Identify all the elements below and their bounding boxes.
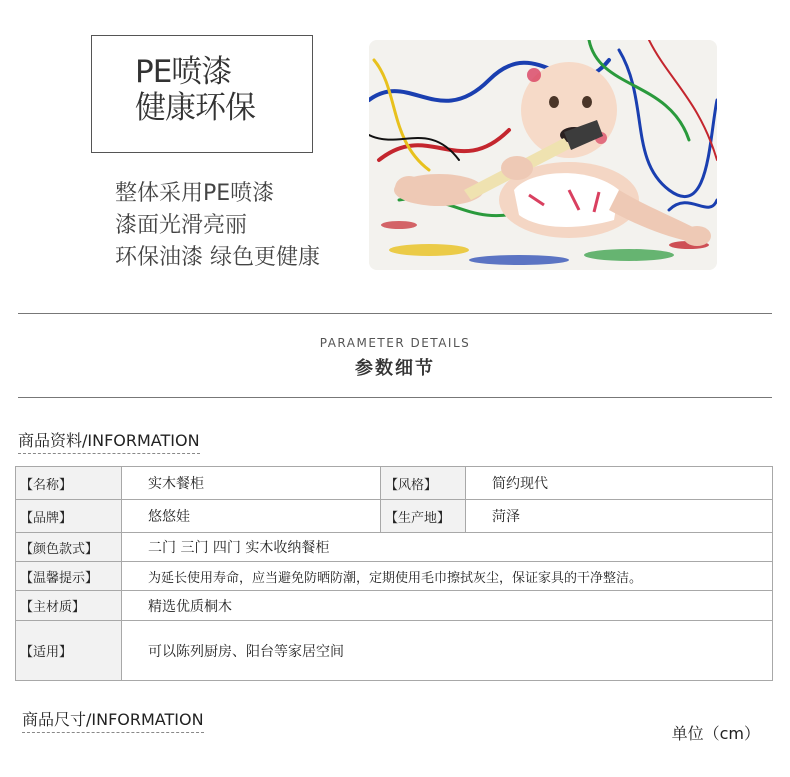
usage-label: 【适用】 [16, 621, 122, 681]
divider-bottom [18, 397, 772, 398]
unit-label: 单位（cm） [671, 724, 760, 743]
feature-line-3: 环保油漆 绿色更健康 [115, 245, 320, 270]
size-section-heading: 商品尺寸/INFORMATION [22, 707, 204, 733]
origin-label: 【生产地】 [381, 500, 466, 533]
baby-paint-photo [369, 40, 717, 270]
color-label: 【颜色款式】 [16, 533, 122, 562]
table-row [16, 621, 773, 681]
photo-illustration [369, 40, 717, 270]
name-label: 【名称】 [16, 467, 122, 500]
style-value: 简约现代 [466, 467, 773, 500]
color-value: 二门 三门 四门 实木收纳餐柜 [122, 533, 773, 562]
parameter-table [15, 466, 773, 681]
hero-title-box [91, 35, 313, 153]
table-row [16, 500, 773, 533]
tip-label: 【温馨提示】 [16, 562, 122, 591]
style-label: 【风格】 [381, 467, 466, 500]
table-row [16, 562, 773, 591]
origin-value: 菏泽 [466, 500, 773, 533]
table-row [16, 591, 773, 621]
info-section-heading: 商品资料/INFORMATION [18, 428, 200, 454]
parameter-details-en: PARAMETER DETAILS [319, 336, 471, 350]
table-row [16, 533, 773, 562]
usage-value: 可以陈列厨房、阳台等家居空间 [122, 621, 773, 681]
feature-list [115, 178, 320, 274]
hero-title [135, 54, 255, 126]
brand-value: 悠悠娃 [122, 500, 381, 533]
hero-title-line-1: PE喷漆 [135, 54, 232, 90]
feature-line-2: 漆面光滑亮丽 [115, 213, 248, 238]
material-value: 精选优质桐木 [122, 591, 773, 621]
feature-line-1: 整体采用PE喷漆 [115, 181, 275, 206]
brand-label: 【品牌】 [16, 500, 122, 533]
tip-value: 为延长使用寿命，应当避免防晒防潮，定期使用毛巾擦拭灰尘，保证家具的干净整洁。 [122, 562, 773, 591]
parameter-details-cn: 参数细节 [355, 358, 435, 379]
table-row [16, 467, 773, 500]
name-value: 实木餐柜 [122, 467, 381, 500]
divider-top [18, 313, 772, 314]
hero-title-line-2: 健康环保 [135, 90, 255, 126]
material-label: 【主材质】 [16, 591, 122, 621]
